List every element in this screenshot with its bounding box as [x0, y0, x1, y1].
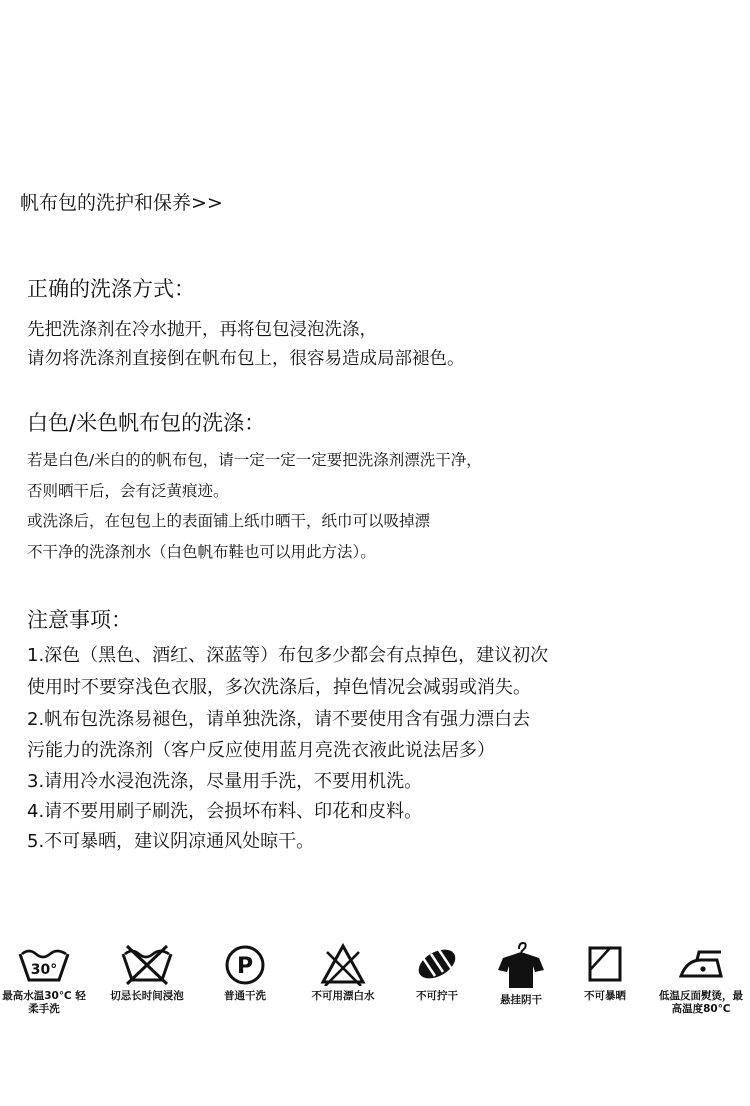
care-label: 普通干洗: [224, 990, 266, 1002]
text-line: 4.请不要用刷子刷洗，会损坏布料、印花和皮料。: [27, 801, 423, 822]
care-item: [392, 940, 482, 1003]
text-line: 污能力的洗涤剂（客户反应使用蓝月亮洗衣液此说法居多）: [27, 740, 495, 761]
dry-clean-p-icon: [217, 940, 273, 986]
care-label: 悬挂阴干: [500, 994, 542, 1006]
text-line: 2.帆布包洗涤易褪色，请单独洗涤，请不要使用含有强力漂白去: [27, 709, 531, 730]
text-line: 否则晒干后，会有泛黄痕迹。: [27, 482, 229, 500]
text-line: 使用时不要穿浅色衣服，多次洗涤后，掉色情况会减弱或消失。: [27, 677, 531, 698]
text-line: 或洗涤后，在包包上的表面铺上纸巾晒干，纸巾可以吸掉漂: [27, 512, 431, 530]
text-line: 不干净的洗涤剂水（白色帆布鞋也可以用此方法）。: [27, 543, 376, 561]
no-bleach-icon: [315, 940, 371, 986]
section-heading-notes: 注意事项：: [27, 608, 132, 632]
care-label: 低温反面熨烫，最高温度80℃: [659, 990, 743, 1015]
care-item: [560, 940, 650, 1003]
iron-low-icon: [673, 940, 729, 986]
svg-text:30°: 30°: [30, 962, 58, 978]
care-item: [0, 940, 89, 1016]
care-label: 最高水温30℃ 轻柔手洗: [2, 990, 86, 1015]
care-item: [102, 940, 192, 1003]
section-heading-washing-method: 正确的洗涤方式：: [27, 277, 195, 301]
care-instructions-row: [0, 940, 750, 1040]
no-sun-icon: [577, 940, 633, 986]
text-line: 先把洗涤剂在冷水抛开，再将包包浸泡洗涤，: [27, 320, 377, 340]
care-label: 切忌长时间浸泡: [110, 990, 184, 1002]
text-line: 请勿将洗涤剂直接倒在帆布包上，很容易造成局部褪色。: [27, 349, 465, 369]
text-line: 若是白色/米白的的帆布包，请一定一定一定要把洗涤剂漂洗干净，: [27, 451, 482, 469]
care-item: [656, 940, 746, 1016]
care-label: 不可暴晒: [584, 990, 626, 1002]
svg-text:P: P: [236, 954, 254, 979]
text-line: 5.不可暴晒，建议阴凉通风处晾干。: [27, 831, 315, 852]
care-item: [200, 940, 290, 1003]
hang-dry-shade-icon: [493, 940, 549, 990]
text-line: 1.深色（黑色、酒红、深蓝等）布包多少都会有点掉色，建议初次: [27, 645, 549, 666]
care-label: 不可用漂白水: [311, 990, 375, 1002]
care-item: [476, 940, 566, 1007]
wash-tub-30-icon: [16, 940, 72, 986]
section-heading-white-bag: 白色/米色帆布包的洗涤：: [27, 411, 266, 435]
page-title: 帆布包的洗护和保养>>: [20, 192, 223, 214]
text-line: 3.请用冷水浸泡洗涤，尽量用手洗，不要用机洗。: [27, 771, 423, 792]
care-label: 不可拧干: [416, 990, 458, 1002]
no-wring-icon: [409, 940, 465, 986]
care-item: [298, 940, 388, 1003]
no-long-soak-icon: [119, 940, 175, 986]
